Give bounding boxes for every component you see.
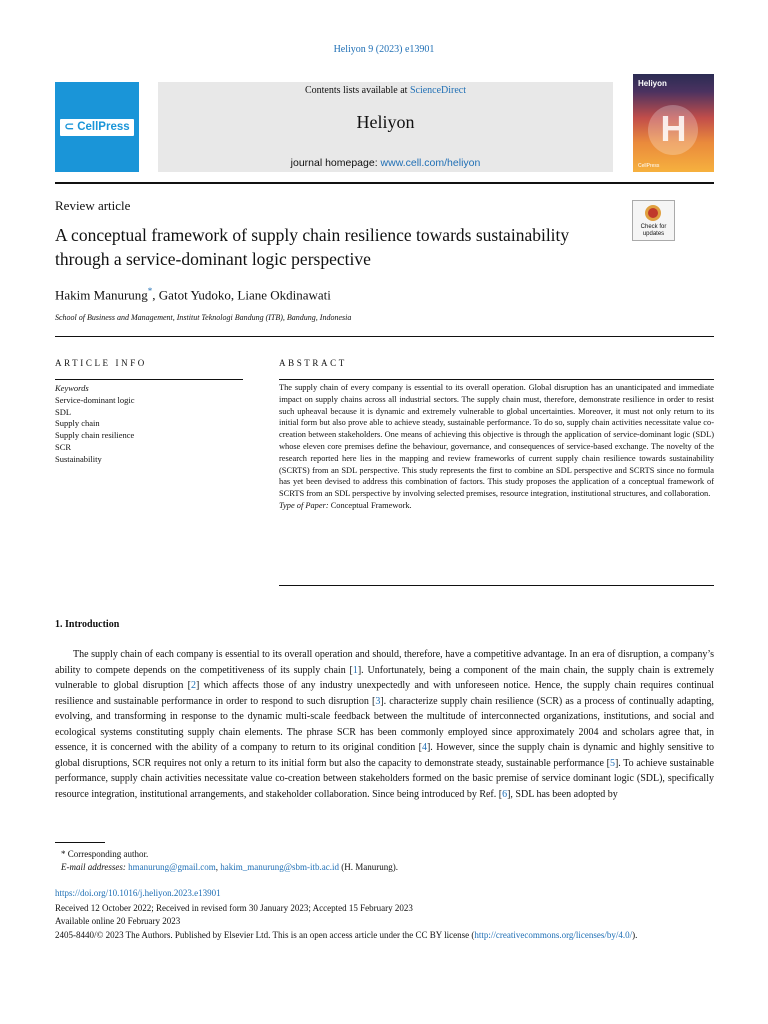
article-info-rule — [55, 379, 243, 380]
cover-publisher: CellPress — [638, 163, 660, 169]
sciencedirect-link[interactable]: ScienceDirect — [409, 85, 467, 96]
license-text: 2405-8440/© 2023 The Authors. Published by Elsevier Ltd. This is an open access article under the CC BY license (http://creativecommons.org/licenses/by/4.0/). — [55, 930, 638, 940]
article-title: A conceptual framework of supply chain resilience towards sustainability through a service-dominant logic perspective — [55, 225, 570, 269]
abstract-rule — [279, 379, 714, 380]
citation-link[interactable]: 6 — [502, 788, 508, 800]
check-for-updates-button[interactable] — [632, 200, 675, 241]
author-name: Hakim Manurung — [55, 287, 148, 303]
received-dates: Received 12 October 2022; Received in revised form 30 January 2023; Accepted 15 February 2023 — [55, 903, 413, 913]
keyword-item: SDL — [55, 406, 72, 417]
keyword-item: SCR — [55, 441, 72, 452]
journal-citation[interactable]: Heliyon 9 (2023) e13901 — [333, 44, 435, 55]
available-online: Available online 20 February 2023 — [55, 916, 181, 926]
journal-homepage-link[interactable]: www.cell.com/heliyon — [380, 157, 481, 169]
affiliation-divider — [55, 336, 714, 337]
footnote-divider — [55, 842, 105, 843]
abstract-end-rule — [279, 585, 714, 586]
cellpress-logo[interactable]: ⊂ CellPress — [60, 119, 134, 136]
section-heading: 1. Introduction — [55, 619, 120, 630]
homepage-line: journal homepage: www.cell.com/heliyon — [290, 157, 481, 169]
keywords-block — [55, 383, 135, 466]
abstract-body — [279, 382, 714, 512]
check-for-updates-label: Check for updates — [640, 224, 667, 237]
keyword-item: Service-dominant logic — [55, 394, 135, 405]
contents-line: Contents lists available at ScienceDirect — [304, 85, 467, 96]
journal-name: Heliyon — [356, 112, 415, 132]
journal-cover[interactable] — [633, 74, 714, 172]
citation-link[interactable]: 2 — [191, 680, 196, 691]
footnote — [61, 848, 398, 874]
citation-link[interactable]: 1 — [352, 664, 358, 676]
corresponding-author-mark[interactable]: * — [147, 286, 153, 296]
article-type: Review article — [55, 198, 131, 213]
affiliation: School of Business and Management, Institut Teknologi Bandung (ITB), Bandung, Indonesia — [55, 313, 352, 322]
author-list — [55, 286, 331, 303]
corresponding-author-note: * Corresponding author. — [61, 849, 149, 859]
email-link[interactable]: hmanurung@gmail.com — [128, 862, 216, 872]
abstract-text: The supply chain of every company is essential to its overall operation. Global disruption has an unanticipated and immediate impact on supply chains across all industrial sectors. The supply chain must, therefore, demonstrate resilience in order to resist such upheaval because it is dynamic and extremely vulnerable to global uncertainties. Moreover, it must not only return to its initial form but also prove able to achieve steady, sustainable performance. To do so, supply chain activities necessitate value co-creation between stakeholders. One means of achieving this objective is through the application of service-dominant logic (SDL) whose eleven core premises define the behaviour, governance, and consequences of service-based exchange. The novelty of the research reported here lies in the mapping and review frameworks of current supply chain resilience towards sustainability (SCRTS) from an SDL perspective. This study represents the first to combine an SDL perspective and SCRTS since no formula has yet been devised to address this combination of factors. This study proposes the application of a conceptual framework of SCRTS from an SDL perspective by involving selected premises, resource integration, institutional structures, and collaboration. — [279, 383, 714, 499]
cover-title: Heliyon — [638, 79, 667, 88]
paper-type-label: Type of Paper: — [279, 500, 329, 510]
citation-link[interactable]: 4 — [421, 742, 427, 753]
citation-link[interactable]: 3 — [375, 695, 381, 707]
check-for-updates-icon — [645, 205, 661, 221]
cover-letter: H — [660, 108, 687, 149]
abstract-heading: ABSTRACT — [279, 358, 347, 368]
email-link[interactable]: hakim_manurung@sbm-itb.ac.id — [220, 862, 339, 872]
journal-header — [158, 82, 613, 172]
co-authors: , Gatot Yudoko, Liane Okdinawati — [152, 287, 331, 303]
keyword-item: Sustainability — [55, 453, 102, 464]
email-line: E-mail addresses: hmanurung@gmail.com, hakim_manurung@sbm-itb.ac.id (H. Manurung). — [61, 862, 398, 872]
paper-type-value: Conceptual Framework. — [328, 500, 412, 510]
article-info-heading: ARTICLE INFO — [55, 358, 147, 368]
cellpress-banner — [55, 82, 139, 172]
intro-paragraph: The supply chain of each company is essential to its overall operation and should, therefore, have a competitive advantage. In an era of disruption, a company’s ability to compete depends on the competitiveness of its supply chain [1]. Unfortunately, being a component of the main chain, the supply chain is extremely vulnerable to global disruption [2] which affects those of any industry unexpectedly and with unforeseen notice. Hence, the supply chain requires continual resilience and sustainable performance in order to respond to such disruption [3]. characterize supply chain resilience (SCR) as a process of continually adapting, evolving, and transforming in response to the dynamic multi-scale feedback between the multitude of interconnected organizations, institutions, and social and ecological systems constituting supply chain elements. The phrase SCR has been commonly employed since approximately 2004 and scholars agree that, in essence, it is concerned with the ability of a company to return to its original condition [4]. However, since the supply chain is dynamic and highly sensitive to global disruptions, SCR requires not only a return to its initial form but also the capacity to demonstrate steady, sustainable performance [5]. To achieve sustainable performance, supply chain activities necessitate value co-creation between stakeholders formed on the basic premise of service dominant logic (SDL), specifically resource integration, institutional arrangements, and stakeholder collaboration. Since being introduced by Ref. [6], SDL has been adopted by — [55, 649, 715, 800]
keyword-item: Supply chain resilience — [55, 430, 135, 441]
citation-link[interactable]: 5 — [609, 757, 615, 769]
header-divider — [55, 182, 714, 184]
license-link[interactable]: http://creativecommons.org/licenses/by/4.0/ — [474, 930, 633, 940]
doi-link[interactable]: https://doi.org/10.1016/j.heliyon.2023.e13901 — [55, 888, 221, 898]
keywords-label: Keywords — [55, 383, 89, 393]
keyword-item: Supply chain — [55, 418, 100, 429]
